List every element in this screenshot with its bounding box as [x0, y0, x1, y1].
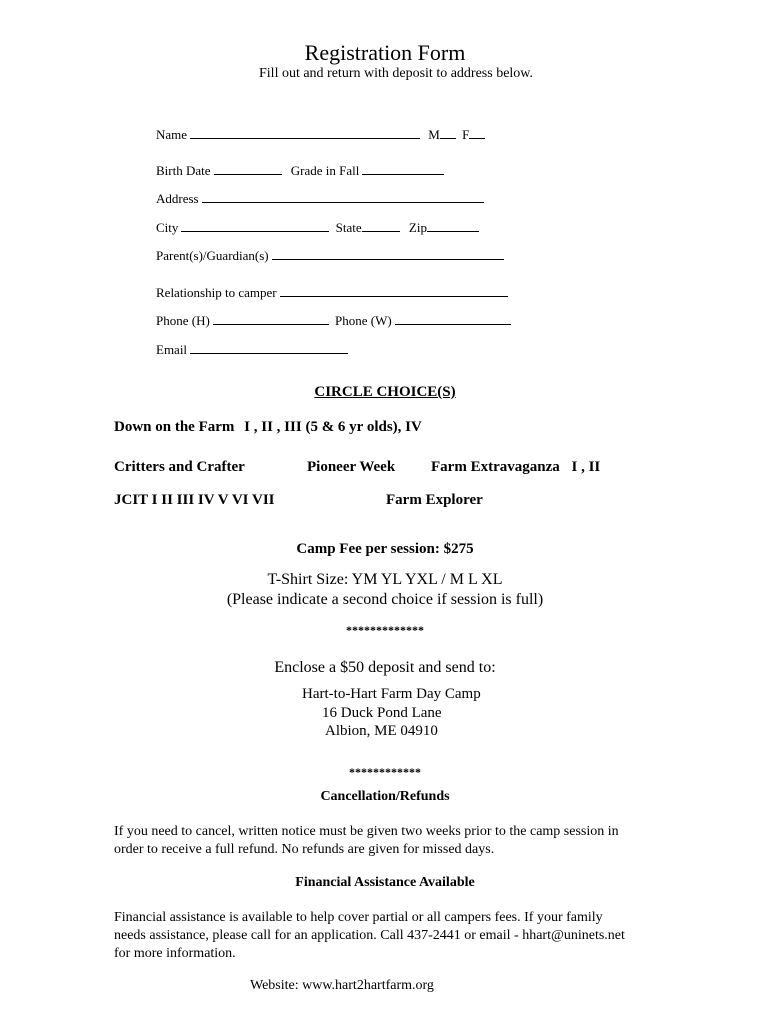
- phone-row: [156, 312, 514, 329]
- pioneer-label[interactable]: Pioneer Week: [307, 459, 396, 475]
- circle-choices-heading: CIRCLE CHOICE(S): [314, 384, 456, 400]
- page-title: Registration Form: [304, 40, 466, 65]
- name-row: [156, 126, 488, 143]
- critters-label[interactable]: Critters and Crafter: [114, 459, 245, 475]
- extravaganza-sessions[interactable]: I , II: [571, 459, 601, 475]
- parents-row: [156, 247, 507, 264]
- m-label: M: [428, 127, 440, 142]
- down-on-farm-label[interactable]: Down on the Farm: [114, 419, 235, 435]
- zip-field[interactable]: [427, 219, 479, 232]
- name-field[interactable]: [190, 126, 420, 139]
- address-line-1: Hart-to-Hart Farm Day Camp: [302, 686, 481, 702]
- state-label: State: [335, 220, 362, 235]
- jcit-label[interactable]: JCIT I II III IV V VI VII: [114, 492, 275, 508]
- birth-date-label: Birth Date: [156, 163, 211, 178]
- camp-fee: Camp Fee per session: $275: [296, 541, 474, 557]
- state-field[interactable]: [362, 219, 400, 232]
- stars-divider-2: ************: [349, 765, 421, 779]
- stars-divider-1: *************: [346, 623, 424, 637]
- zip-label: Zip: [408, 220, 427, 235]
- financial-heading: Financial Assistance Available: [295, 875, 475, 890]
- address-label: Address: [156, 191, 199, 206]
- cancellation-heading: Cancellation/Refunds: [320, 789, 450, 804]
- email-label: Email: [156, 342, 188, 357]
- relationship-field[interactable]: [280, 284, 508, 297]
- address-row: [156, 190, 487, 207]
- extravaganza-label[interactable]: Farm Extravaganza: [431, 459, 560, 475]
- parents-label: Parent(s)/Guardian(s): [156, 248, 269, 263]
- cancellation-text: If you need to cancel, written notice must be given two weeks prior to the camp session in order to receive a full refund. No refunds are given for missed days.: [114, 824, 619, 857]
- address-line-3: Albion, ME 04910: [325, 723, 438, 739]
- financial-text: Financial assistance is available to help cover partial or all campers fees. If your family needs assistance, please call for an application. Call 437-2441 or email - hhart@uninets.net for more information.: [114, 910, 625, 961]
- address-line-2: 16 Duck Pond Lane: [322, 705, 442, 721]
- enclose-deposit: Enclose a $50 deposit and send to:: [274, 659, 496, 676]
- phone-h-field[interactable]: [213, 312, 329, 325]
- address-field[interactable]: [202, 190, 484, 203]
- extravaganza-row: [431, 459, 600, 476]
- phone-w-field[interactable]: [395, 312, 511, 325]
- down-on-farm-sessions[interactable]: I , II , III (5 & 6 yr olds), IV: [244, 419, 422, 435]
- phone-w-label: Phone (W): [335, 313, 392, 328]
- tshirt-size: T-Shirt Size: YM YL YXL / M L XL: [267, 571, 503, 588]
- page-subtitle: Fill out and return with deposit to address below.: [259, 66, 533, 81]
- city-field[interactable]: [181, 219, 329, 232]
- parents-field[interactable]: [272, 247, 504, 260]
- grade-field[interactable]: [362, 162, 444, 175]
- down-on-farm-row: [114, 419, 422, 436]
- explorer-label[interactable]: Farm Explorer: [386, 492, 483, 508]
- phone-h-label: Phone (H): [156, 313, 210, 328]
- m-field[interactable]: [440, 126, 456, 139]
- relationship-row: [156, 284, 511, 301]
- email-field[interactable]: [190, 341, 348, 354]
- website-link[interactable]: Website: www.hart2hartfarm.org: [250, 978, 434, 993]
- birth-date-field[interactable]: [214, 162, 282, 175]
- grade-label: Grade in Fall: [290, 163, 360, 178]
- city-row: [156, 219, 482, 236]
- f-label: F: [462, 127, 470, 142]
- f-field[interactable]: [469, 126, 485, 139]
- relationship-label: Relationship to camper: [156, 285, 277, 300]
- name-label: Name: [156, 127, 188, 142]
- email-row: [156, 341, 351, 358]
- birth-row: [156, 162, 447, 179]
- tshirt-note: (Please indicate a second choice if session is full): [226, 591, 544, 608]
- city-label: City: [156, 220, 179, 235]
